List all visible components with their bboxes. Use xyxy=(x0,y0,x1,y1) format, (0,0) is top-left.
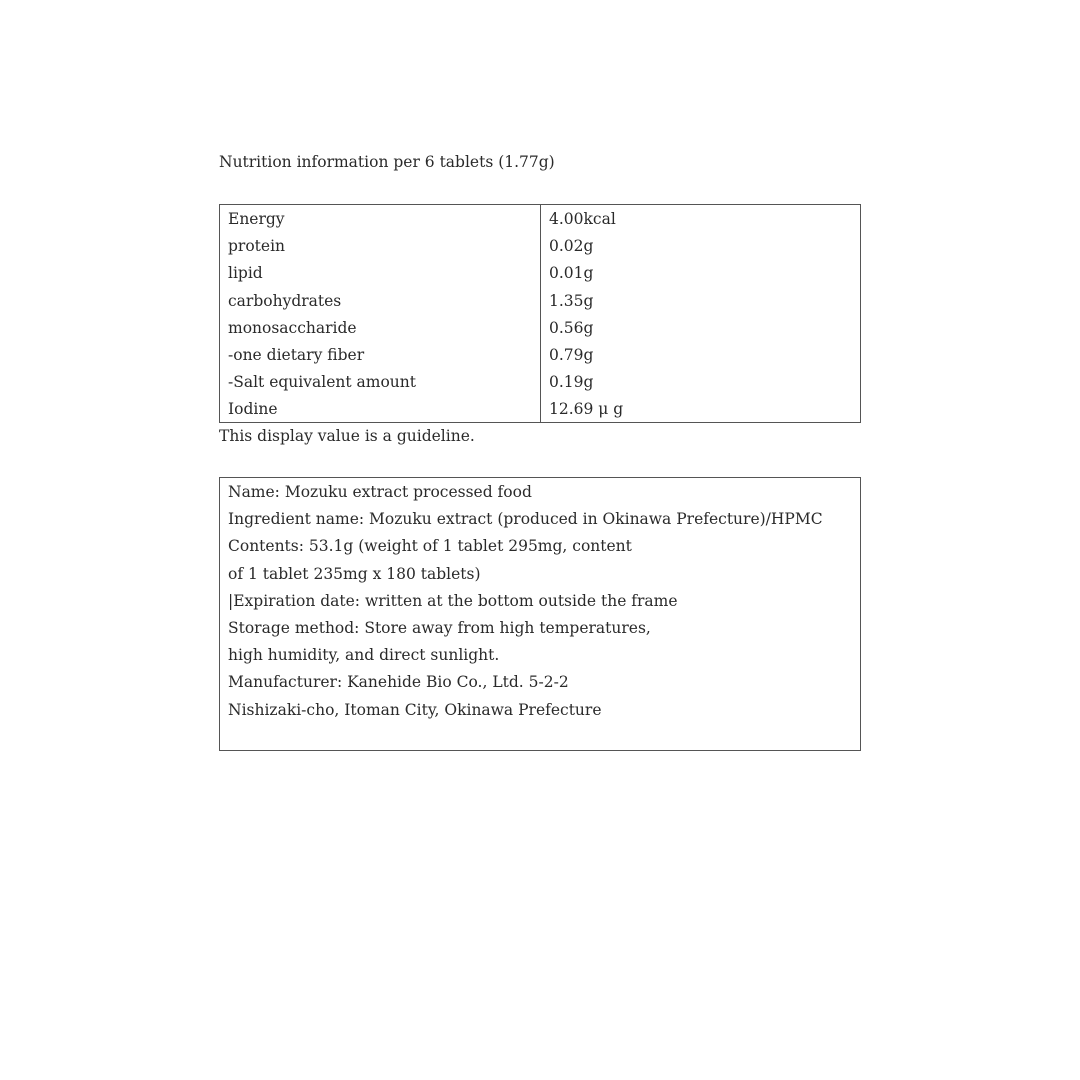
product-info-box xyxy=(219,477,861,751)
product-name-line: Name: Mozuku extract processed food xyxy=(228,483,532,501)
nutrient-name: carbohydrates xyxy=(228,291,342,310)
nutrient-value: 0.56g xyxy=(549,318,594,337)
nutrition-table xyxy=(219,204,861,423)
nutrient-name: -one dietary fiber xyxy=(228,345,365,364)
nutrient-name: Iodine xyxy=(228,400,278,419)
nutrient-value: 4.00kcal xyxy=(549,210,616,228)
manufacturer-line: Manufacturer: Kanehide Bio Co., Ltd. 5-2-2 xyxy=(228,673,569,692)
nutrient-value: 1.35g xyxy=(549,291,594,310)
storage-line: Storage method: Store away from high temperatures, xyxy=(228,618,651,637)
guideline-note: This display value is a guideline. xyxy=(219,427,475,445)
nutrient-value: 0.01g xyxy=(549,264,594,283)
ingredient-line: Ingredient name: Mozuku extract (produced in Okinawa Prefecture)/HPMC xyxy=(228,510,823,529)
nutrition-heading: Nutrition information per 6 tablets (1.77g) xyxy=(219,153,555,171)
storage-line-continued: high humidity, and direct sunlight. xyxy=(228,646,500,665)
nutrient-name: Energy xyxy=(228,210,285,228)
nutrient-name: monosaccharide xyxy=(228,318,357,337)
nutrient-value: 0.79g xyxy=(549,345,594,364)
contents-line: Contents: 53.1g (weight of 1 tablet 295mg, content xyxy=(228,537,632,556)
nutrient-name: -Salt equivalent amount xyxy=(228,373,416,392)
nutrient-value-column xyxy=(541,205,860,422)
nutrient-value: 0.02g xyxy=(549,237,594,256)
contents-line-continued: of 1 tablet 235mg x 180 tablets) xyxy=(228,564,481,583)
expiration-line: |Expiration date: written at the bottom outside the frame xyxy=(228,591,678,610)
nutrient-name-column xyxy=(220,205,541,422)
manufacturer-address-line: Nishizaki-cho, Itoman City, Okinawa Prefecture xyxy=(228,700,602,719)
nutrient-value: 0.19g xyxy=(549,373,594,392)
nutrient-name: protein xyxy=(228,237,286,256)
nutrient-name: lipid xyxy=(228,264,263,283)
nutrient-value: 12.69 μ g xyxy=(549,400,624,419)
